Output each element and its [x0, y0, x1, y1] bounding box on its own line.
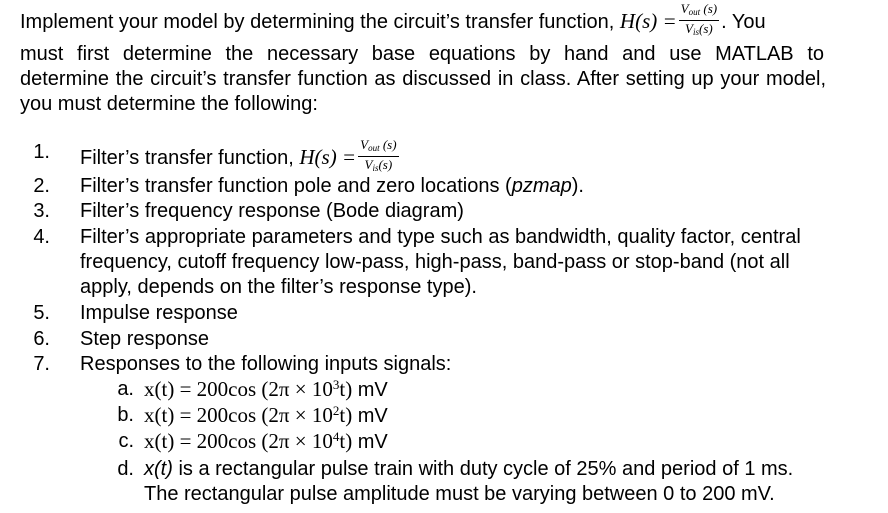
list-item-text-line-2: frequency, cutoff frequency low-pass, high-pass, band-pass or stop-band (not all: [80, 251, 790, 273]
list-marker: 4.: [33, 226, 50, 248]
list-marker: 7.: [33, 353, 50, 375]
list-marker: 2.: [33, 175, 50, 197]
transfer-function-fraction: [358, 138, 398, 175]
intro-line-4: you must determine the following:: [20, 93, 318, 115]
transfer-function-fraction: [679, 2, 719, 39]
sub-list-marker: d.: [117, 458, 134, 480]
list-marker: 5.: [33, 302, 50, 324]
list-item-text: Responses to the following inputs signals:: [80, 353, 452, 375]
list-marker: 3.: [33, 200, 50, 222]
sub-list-marker: b.: [117, 404, 134, 426]
list-item-text-line-3: apply, depends on the filter’s response type).: [80, 276, 477, 298]
fraction-denominator: $V_{is}(s)$: [364, 157, 393, 173]
list-marker: 1.: [33, 141, 50, 163]
list-marker: 6.: [33, 328, 50, 350]
sub-list-item-text: x(t) = 200cos $(2\pi \times 10^2t)$ mV: [144, 403, 388, 427]
intro-line-3: determine the circuit’s transfer function as discussed in class. After setting up your model,: [20, 68, 826, 90]
fraction-denominator: $V_{is}(s)$: [685, 21, 713, 37]
intro-line-1-text: Implement your model by determining the circuit’s transfer function,: [20, 10, 615, 33]
sub-list-item-text: x(t) = 200cos $(2\pi \times 10^4t)$ mV: [144, 429, 388, 453]
list-item: [20, 225, 880, 300]
sub-list-item-text-line-1: x(t) is a rectangular pulse train with duty cycle of 25% and period of 1 ms.: [144, 458, 794, 480]
list-item-text: Filter’s transfer function pole and zero locations (pzmap).: [80, 175, 584, 197]
sub-list-item: [20, 457, 880, 507]
fraction-numerator: $V_{out}$ (s): [679, 2, 719, 21]
sub-list-marker: c.: [118, 430, 134, 452]
sub-list-marker: a.: [117, 378, 134, 400]
list-item-text-line-1: Filter’s appropriate parameters and type such as bandwidth, quality factor, central: [80, 226, 801, 248]
transfer-function-lhs: H(s) =: [619, 8, 677, 33]
list-item-text: Filter’s frequency response (Bode diagram): [80, 200, 464, 222]
pzmap-term: pzmap: [511, 175, 572, 197]
intro-line-1-tail: . You: [721, 10, 766, 33]
sub-list-item-text-line-2: The rectangular pulse amplitude must be varying between 0 to 200 mV.: [144, 483, 775, 505]
intro-line-2: must first determine the necessary base equations by hand and use MATLAB to: [20, 43, 824, 65]
fraction-numerator: $V_{out}$ (s): [358, 138, 398, 157]
transfer-function-lhs: H(s) =: [299, 144, 357, 169]
intro-line-1: [20, 1, 824, 41]
list-item-text: Filter’s transfer function, H(s) = $\frac{V_{out} (s)}{V_{is}(s)}$: [80, 137, 397, 173]
list-item-text: Step response: [80, 328, 209, 350]
list-item-text: Impulse response: [80, 302, 238, 324]
sub-list-item-text: x(t) = 200cos $(2\pi \times 10^3t)$ mV: [144, 377, 388, 401]
